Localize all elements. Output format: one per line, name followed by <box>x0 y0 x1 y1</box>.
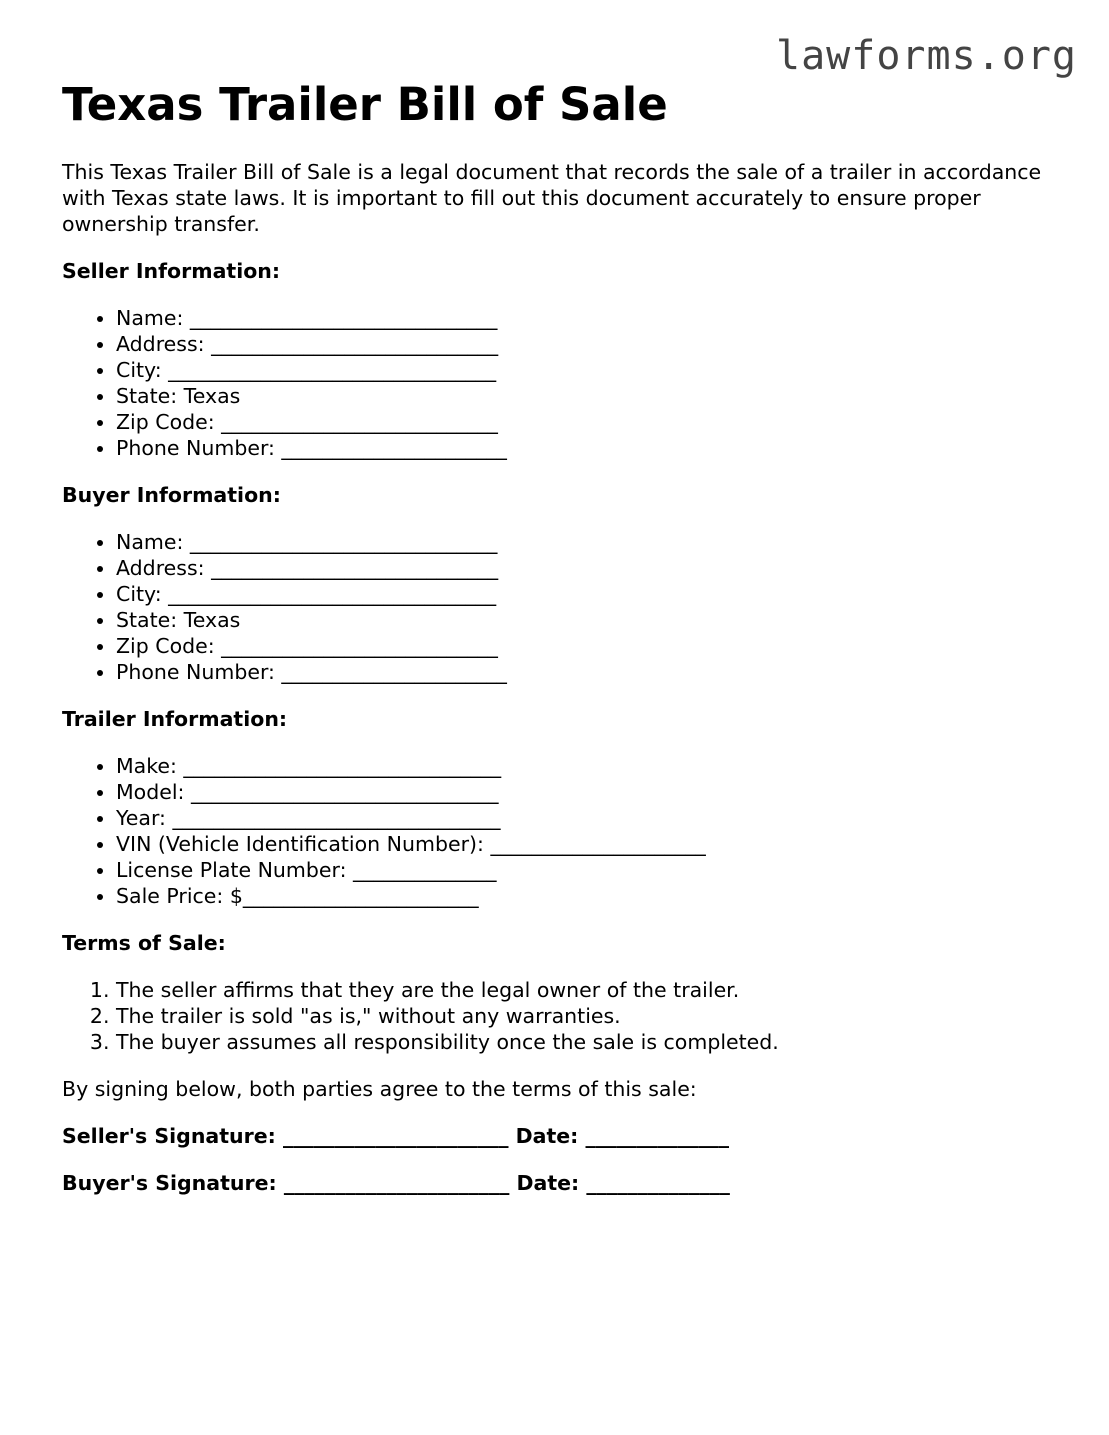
document-body <box>62 78 1052 1196</box>
trailer-make-field: • Make: _______________________________ <box>116 753 1052 779</box>
watermark-logo: lawforms.org <box>776 33 1077 79</box>
buyer-heading: Buyer Information: <box>62 483 281 507</box>
trailer-plate-field: • License Plate Number: ______________ <box>116 857 1052 883</box>
buyer-name-field: • Name: ______________________________ <box>116 529 1052 555</box>
seller-info-list <box>62 305 1052 461</box>
trailer-year-field: • Year: ________________________________ <box>116 805 1052 831</box>
seller-heading: Seller Information: <box>62 259 281 283</box>
trailer-model-field: • Model: ______________________________ <box>116 779 1052 805</box>
trailer-info-list <box>62 753 1052 909</box>
terms-item: 1. The seller affirms that they are the legal owner of the trailer. <box>116 977 1052 1003</box>
seller-zip-field: • Zip Code: ___________________________ <box>116 409 1052 435</box>
buyer-info-list <box>62 529 1052 685</box>
page-title: Texas Trailer Bill of Sale <box>62 78 668 131</box>
seller-signature-line: Seller's Signature: ______________________ Date: ______________ <box>62 1124 730 1148</box>
intro-paragraph: This Texas Trailer Bill of Sale is a legal document that records the sale of a trailer in accordance with Texas state laws. It is important to fill out this document accurately to ensure proper ownership transfer. <box>62 160 1042 236</box>
trailer-price-field: • Sale Price: $_______________________ <box>116 883 1052 909</box>
buyer-signature-line: Buyer's Signature: ______________________ Date: ______________ <box>62 1171 730 1195</box>
buyer-phone-field: • Phone Number: ______________________ <box>116 659 1052 685</box>
agreement-statement: By signing below, both parties agree to the terms of this sale: <box>62 1077 697 1101</box>
seller-city-field: • City: ________________________________ <box>116 357 1052 383</box>
trailer-heading: Trailer Information: <box>62 707 288 731</box>
seller-address-field: • Address: ____________________________ <box>116 331 1052 357</box>
seller-phone-field: • Phone Number: ______________________ <box>116 435 1052 461</box>
terms-item: 3. The buyer assumes all responsibility once the sale is completed. <box>116 1029 1052 1055</box>
buyer-address-field: • Address: ____________________________ <box>116 555 1052 581</box>
terms-heading: Terms of Sale: <box>62 931 226 955</box>
buyer-state-field: • State: Texas <box>116 607 1052 633</box>
trailer-vin-field: • VIN (Vehicle Identification Number): _____________________ <box>116 831 1052 857</box>
seller-state-field: • State: Texas <box>116 383 1052 409</box>
terms-list <box>62 977 1052 1055</box>
terms-item: 2. The trailer is sold "as is," without any warranties. <box>116 1003 1052 1029</box>
buyer-zip-field: • Zip Code: ___________________________ <box>116 633 1052 659</box>
seller-name-field: • Name: ______________________________ <box>116 305 1052 331</box>
buyer-city-field: • City: ________________________________ <box>116 581 1052 607</box>
